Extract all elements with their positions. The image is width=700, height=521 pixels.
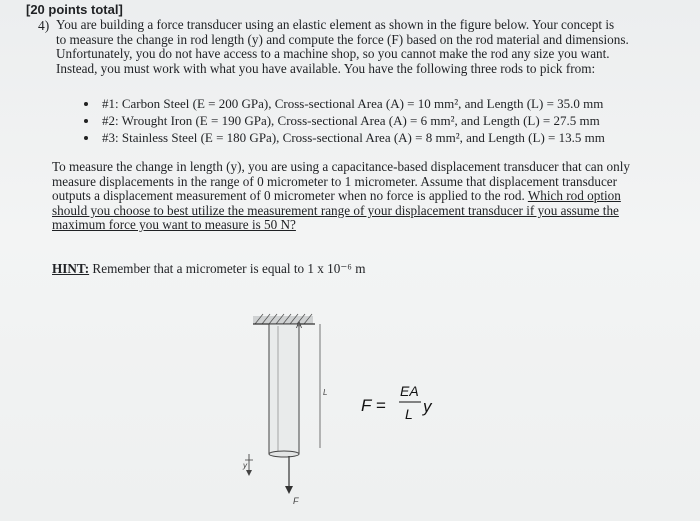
length-label: L [323,388,328,397]
intro-line: Unfortunately, you do not have access to a machine shop, so you cannot make the rod any size you want. [56,46,610,62]
question-underlined-start: Which rod option [527,188,621,204]
formula-denominator: L [405,406,413,422]
question-underlined-line: maximum force you want to measure is 50 N? [52,217,296,233]
formula-variable: y [423,397,432,416]
rod [269,324,299,454]
intro-line: Instead, you must work with what you have available. You have the following three rods to pick from: [56,60,596,76]
support-block [253,316,313,324]
para-line: To measure the change in length (y), you are using a capacitance-based displacement transducer that can only [52,159,630,174]
force-arrowhead [285,486,293,494]
intro-line: to measure the change in rod length (y) and compute the force (F) based on the rod material and dimensions. [56,31,629,47]
points-header: [20 points total] [26,2,123,17]
hint-label: HINT: [52,261,90,276]
para-line-text: outputs a displacement measurement of 0 micrometer when no force is applied to the rod. [52,188,528,204]
force-label: F [293,496,299,506]
y-label: y [243,461,247,470]
question-number: 4) [38,18,50,33]
formula-lhs: F = [361,396,386,415]
rod-option-3: #3: Stainless Steel (E = 180 GPa), Cross-sectional Area (A) = 8 mm², and Length (L) = 13.5 mm [80,129,605,146]
rod-option-1: #1: Carbon Steel (E = 200 GPa), Cross-sectional Area (A) = 10 mm², and Length (L) = 35.0 mm [80,95,605,112]
force-transducer-figure [225,300,475,510]
area-label: A [296,320,303,330]
question-underlined-line: should you choose to best utilize the measurement range of your displacement transducer if you assume the [52,202,619,218]
rod-option-2: #2: Wrought Iron (E = 190 GPa), Cross-sectional Area (A) = 6 mm², and Length (L) = 27.5 mm [80,112,605,129]
intro-line: You are building a force transducer using an elastic element as shown in the figure below. Your concept is [56,17,615,32]
figure-svg [225,300,475,510]
para-line [52,189,656,204]
intro-paragraph [56,18,656,76]
para-line: measure displacements in the range of 0 micrometer to 1 micrometer. Assume that displacement transducer [52,173,618,189]
measurement-paragraph [52,160,656,233]
formula-numerator: EA [400,383,419,399]
y-arrowhead [246,470,252,476]
rod-end [269,451,299,457]
rod-options-list [80,95,605,146]
hint [52,261,365,277]
hint-text: Remember that a micrometer is equal to 1 x 10⁻⁶ m [89,261,366,276]
